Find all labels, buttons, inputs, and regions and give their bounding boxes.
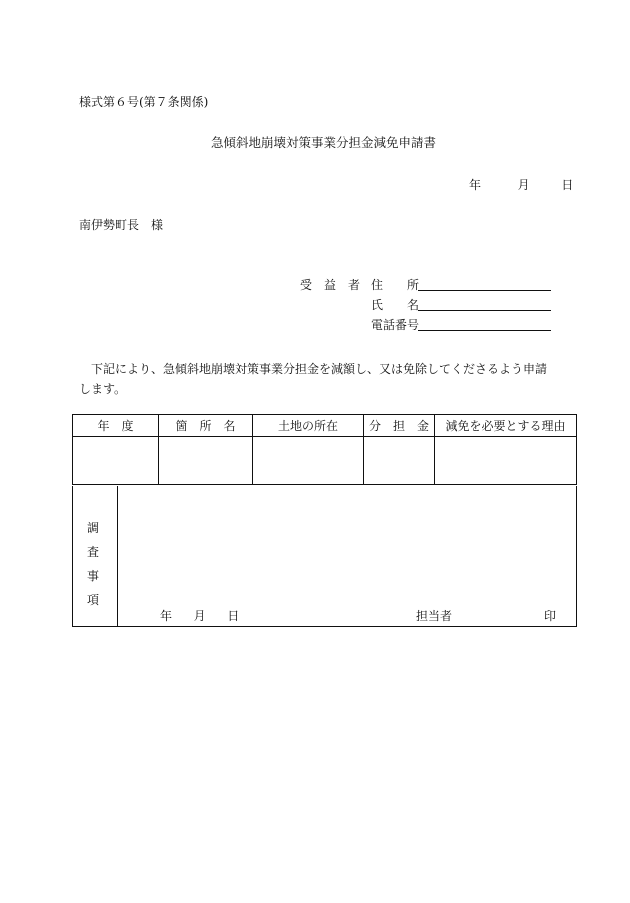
table-header-row <box>73 415 577 437</box>
seal-label: 印 <box>544 609 557 623</box>
document-title: 急傾斜地崩壊対策事業分担金減免申請書 <box>211 135 437 150</box>
header-land-location: 土地の所在 <box>253 415 364 437</box>
person-in-charge-label: 担当者 <box>416 609 453 623</box>
survey-label-char: 事 <box>86 569 99 583</box>
survey-month-label: 月 <box>193 609 206 623</box>
application-table <box>72 414 577 485</box>
survey-label-char: 項 <box>86 593 99 607</box>
survey-date <box>160 610 239 622</box>
application-date <box>469 179 573 191</box>
survey-label-char: 査 <box>86 545 99 559</box>
cell-assessment[interactable] <box>364 437 435 485</box>
phone-label: 電話番号 <box>371 318 420 332</box>
header-fiscal-year: 年 度 <box>73 415 159 437</box>
date-day-label: 日 <box>561 178 574 192</box>
header-assessment: 分 担 金 <box>364 415 435 437</box>
survey-day-label: 日 <box>227 609 240 623</box>
survey-divider <box>117 486 118 626</box>
header-reason: 減免を必要とする理由 <box>435 415 577 437</box>
header-location-name: 箇 所 名 <box>159 415 253 437</box>
applicant-label: 受 益 者 <box>300 278 361 292</box>
survey-year-label: 年 <box>160 609 173 623</box>
phone-field-line[interactable] <box>418 330 551 331</box>
address-label: 住 所 <box>371 278 420 292</box>
survey-label-char: 調 <box>86 521 99 535</box>
request-statement: 下記により、急傾斜地崩壊対策事業分担金を減額し、又は免除してくださるよう申請します。 <box>79 362 548 396</box>
cell-land-location[interactable] <box>253 437 364 485</box>
address-field-line[interactable] <box>418 290 551 291</box>
form-number: 様式第６号(第７条関係) <box>79 95 209 109</box>
date-year-label: 年 <box>469 178 482 192</box>
cell-location-name[interactable] <box>159 437 253 485</box>
survey-section <box>72 486 577 627</box>
cell-reason[interactable] <box>435 437 577 485</box>
date-month-label: 月 <box>517 178 530 192</box>
addressee: 南伊勢町長 様 <box>79 218 164 232</box>
survey-label <box>86 516 100 612</box>
table-row <box>73 437 577 485</box>
name-field-line[interactable] <box>418 310 551 311</box>
cell-fiscal-year[interactable] <box>73 437 159 485</box>
name-label: 氏 名 <box>371 298 420 312</box>
